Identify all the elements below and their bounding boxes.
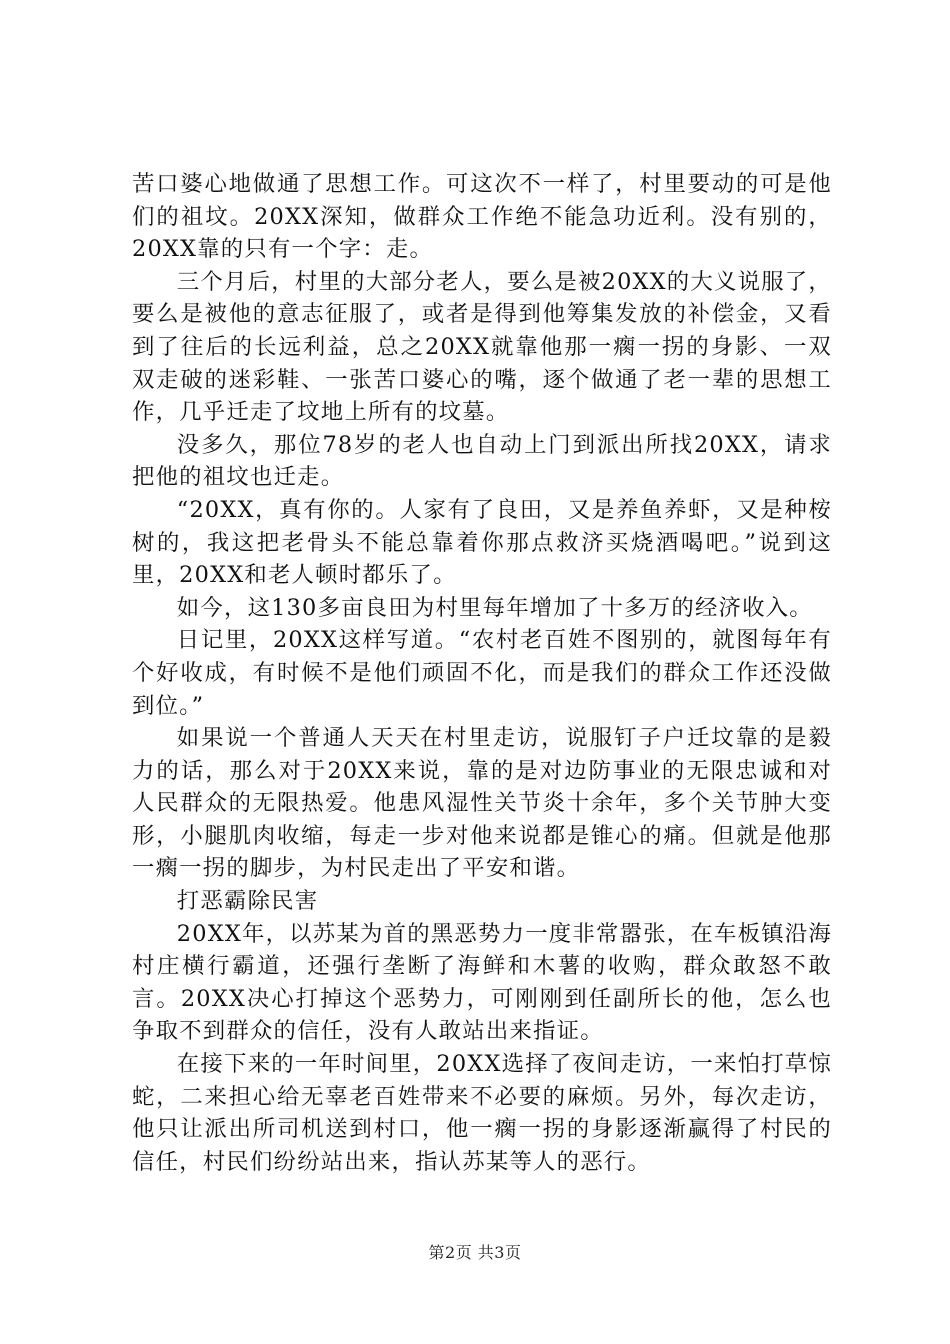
paragraph: 三个月后，村里的大部分老人，要么是被20XX的大义说服了，要么是被他的意志征服了，或者是得到他筹集发放的补偿金，又看到了往后的长远利益，总之20XX就靠他那一瘸一拐的身影、一双双走破的迷彩鞋、一张苦口婆心的嘴，逐个做通了老一辈的思想工作，几乎迁走了坟地上所有的坟墓。 [132, 268, 832, 426]
paragraph: 20XX年，以苏某为首的黑恶势力一度非常嚣张，在车板镇沿海村庄横行霸道，还强行垄断了海鲜和木薯的收购，群众敢怒不敢言。20XX决心打掉这个恶势力，可刚刚到任副所长的他，怎么也争取不到群众的信任，没有人敢站出来指证。 [132, 920, 832, 1045]
paragraph: 在接下来的一年时间里，20XX选择了夜间走访，一来怕打草惊蛇，二来担心给无辜老百姓带来不必要的麻烦。另外，每次走访，他只让派出所司机送到村口，他一瘸一拐的身影逐渐赢得了村民的信任，村民们纷纷站出来，指认苏某等人的恶行。 [132, 1051, 832, 1175]
paragraph: 日记里，20XX这样写道。“农村老百姓不图别的，就图每年有个好收成，有时候不是他们顽固不化，而是我们的群众工作还没做到位。” [132, 627, 832, 719]
paragraph: 如今，这130多亩良田为村里每年增加了十多万的经济收入。 [176, 594, 813, 621]
page-footer: 第2页 共3页 [428, 1243, 522, 1262]
document-body [132, 168, 832, 1178]
paragraph-quote: “20XX，真有你的。人家有了良田，又是养鱼养虾，又是种桉树的，我这把老骨头不能总靠着你那点救济买烧酒喝吧。”说到这里，20XX和老人顿时都乐了。 [132, 496, 832, 589]
paragraph-continued: 苦口婆心地做通了思想工作。可这次不一样了，村里要动的可是他们的祖坟。20XX深知，做群众工作绝不能急功近利。没有别的，20XX靠的只有一个字：走。 [132, 171, 832, 263]
section-heading: 打恶霸除民害 [176, 888, 319, 915]
paragraph: 如果说一个普通人天天在村里走访，说服钉子户迁坟靠的是毅力的话，那么对于20XX来说，靠的是对边防事业的无限忠诚和对人民群众的无限热爱。他患风湿性关节炎十余年，多个关节肿大变形，小腿肌肉收缩，每走一步对他来说都是锥心的痛。但就是他那一瘸一拐的脚步，为村民走出了平安和谐。 [132, 725, 832, 882]
paragraph: 没多久，那位78岁的老人也自动上门到派出所找20XX，请求把他的祖坟也迁走。 [132, 431, 832, 491]
